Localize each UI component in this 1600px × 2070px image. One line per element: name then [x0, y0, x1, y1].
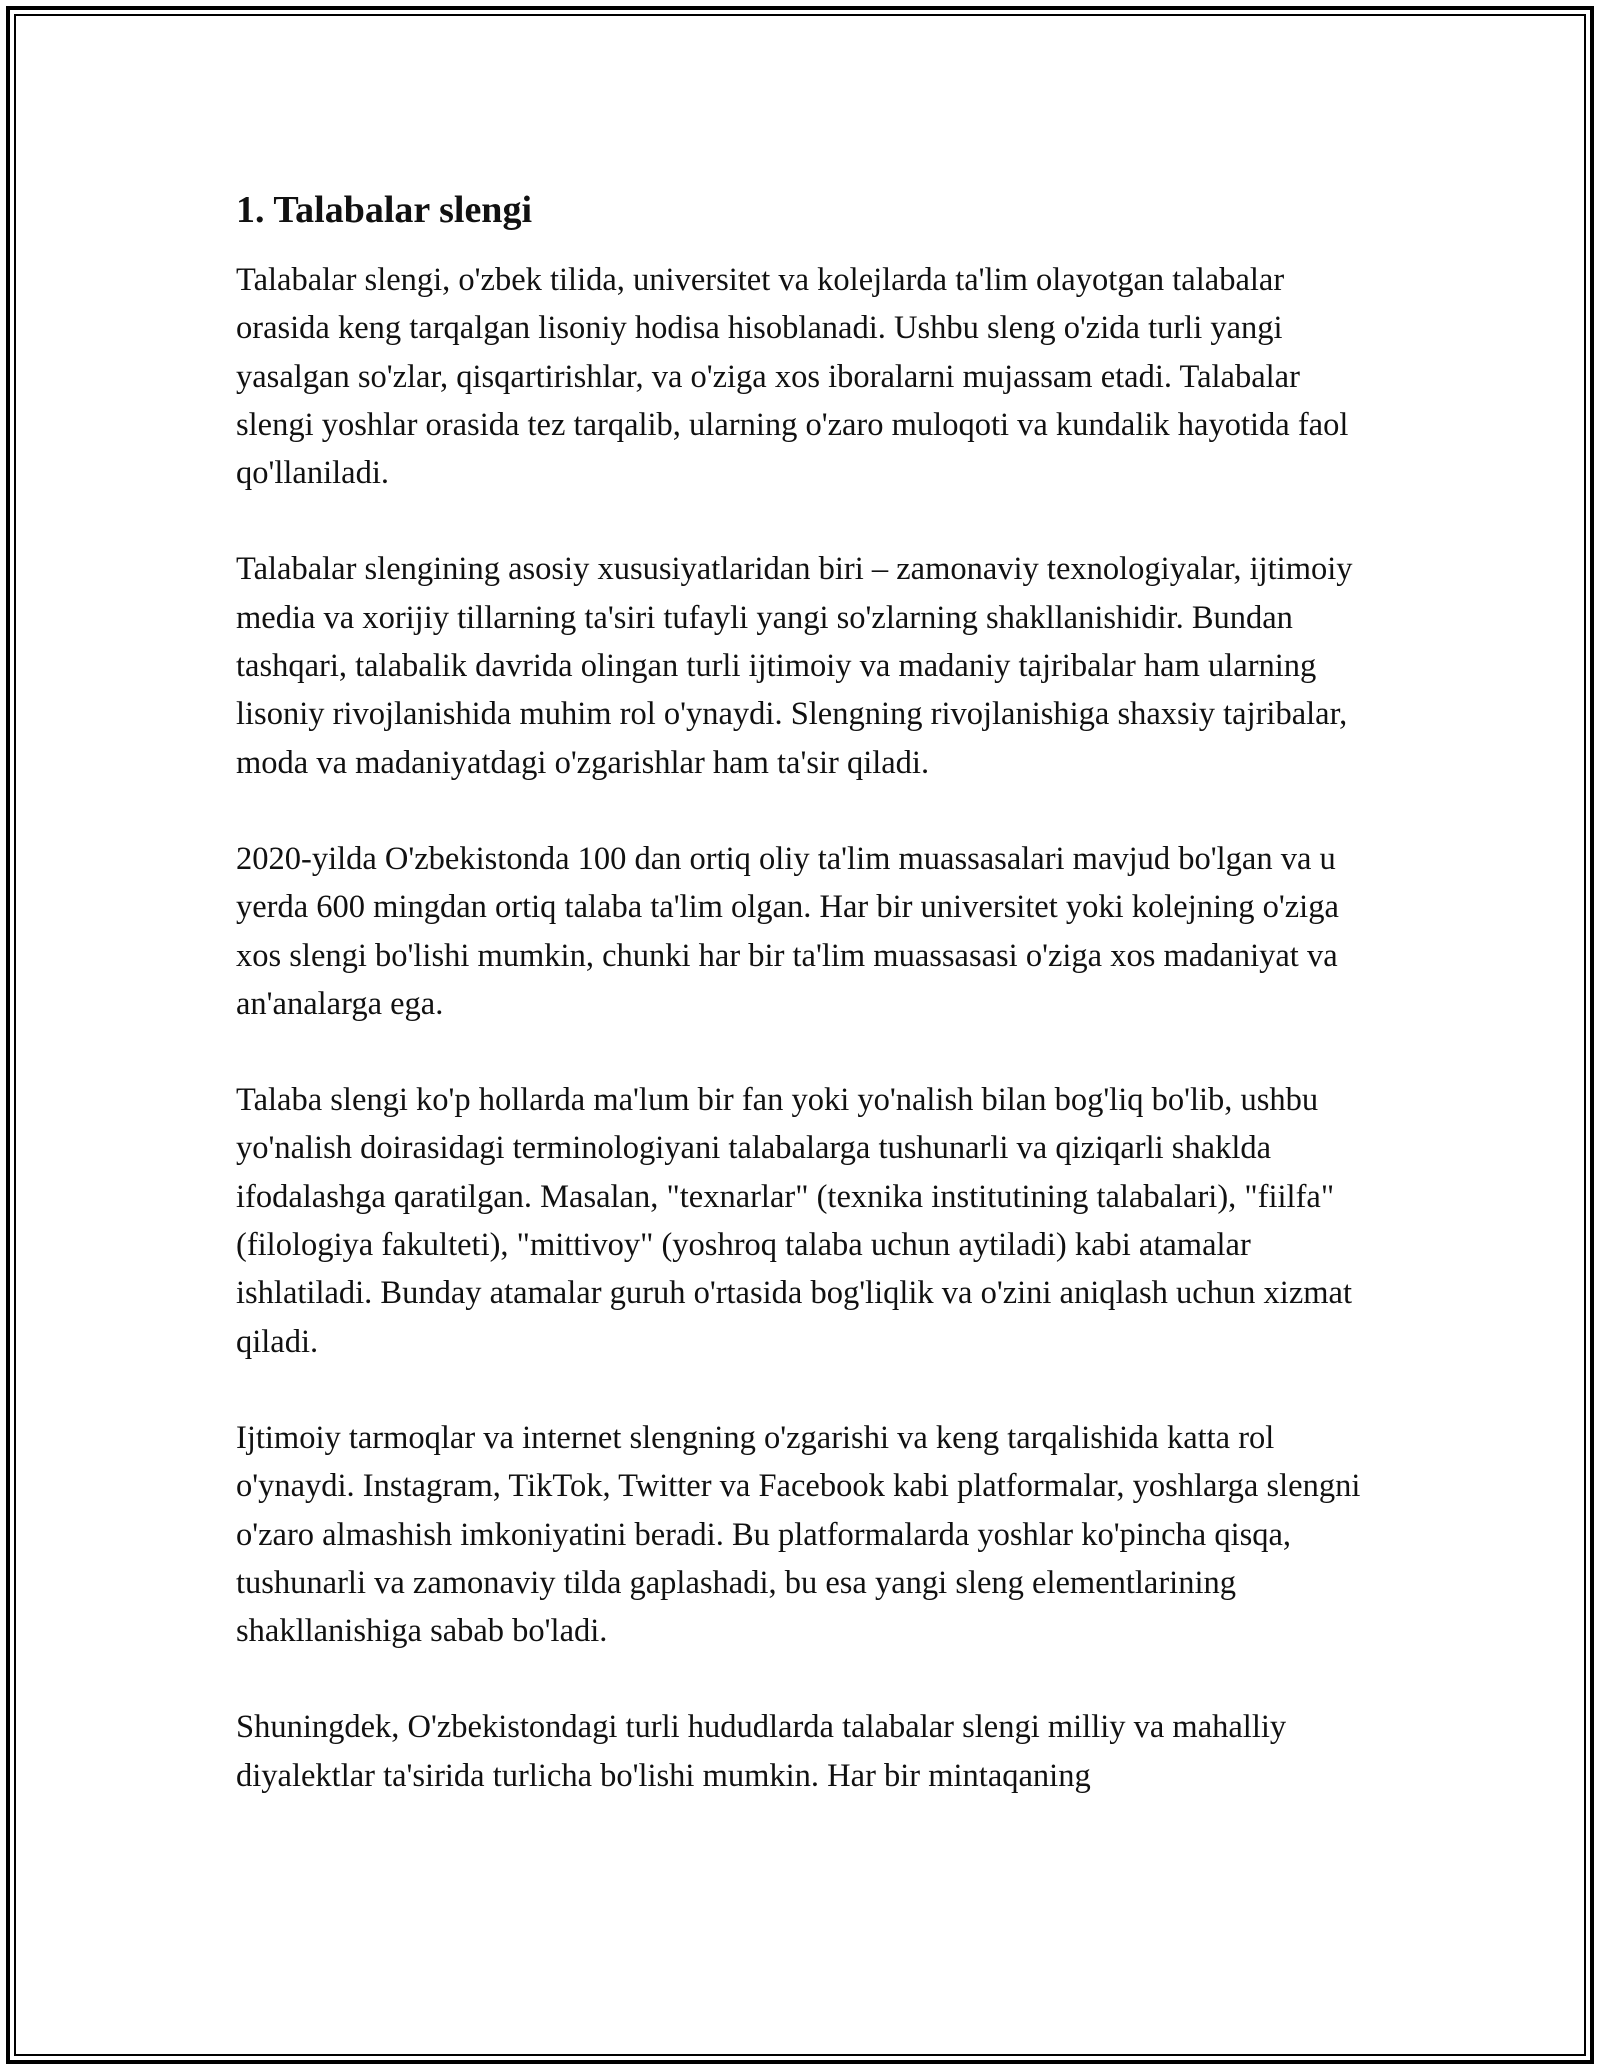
- section-heading: 1. Talabalar slengi: [236, 189, 533, 231]
- paragraph-3: 2020-yilda O'zbekistonda 100 dan ortiq oliy ta'lim muassasalari mavjud bo'lgan va u yerda 600 mingdan ortiq talaba ta'lim olgan. Har bir universitet yoki kolejning o'ziga xos slengi bo'lishi mumkin, chunki har bir ta'lim muassasasi o'ziga xos madaniyat va an'analarga ega.: [236, 840, 1339, 1022]
- document-body: [236, 186, 1366, 1848]
- paragraph-1: Talabalar slengi, o'zbek tilida, universitet va kolejlarda ta'lim olayotgan talabalar orasida keng tarqalgan lisoniy hodisa hisoblanadi. Ushbu sleng o'zida turli yangi yasalgan so'zlar, qisqartirishlar, va o'ziga xos iboralarni mujassam etadi. Talabalar slengi yoshlar orasida tez tarqalib, ularning o'zaro muloqoti va kundalik hayotida faol qo'llaniladi.: [236, 262, 1349, 492]
- paragraph-5: Ijtimoiy tarmoqlar va internet slengning o'zgarishi va keng tarqalishida katta rol o'ynaydi. Instagram, TikTok, Twitter va Facebook kabi platformalar, yoshlarga slengni o'zaro almashish imkoniyatini beradi. Bu platformalarda yoshlar ko'pincha qisqa, tushunarli va zamonaviy tilda gaplashadi, bu esa yangi sleng elementlarining shakllanishiga sabab bo'ladi.: [236, 1419, 1361, 1650]
- paragraph-4: Talaba slengi ko'p hollarda ma'lum bir fan yoki yo'nalish bilan bog'liq bo'lib, ushbu yo'nalish doirasidagi terminologiyani talabalarga tushunarli va qiziqarli shakldа ifodalashga qaratilgan. Masalan, "texnarlar" (texnika institutining talabalari), "fiilfa" (filologiya fakulteti), "mittivoy" (yoshroq talaba uchun aytiladi) kabi atamalar ishlatiladi. Bunday atamalar guruh o'rtasida bog'liqlik va o'zini aniqlash uchun xizmat qiladi.: [236, 1082, 1352, 1360]
- paragraph-6: Shuningdek, O'zbekistondagi turli hududlarda talabalar slengi milliy va mahalliy diyalektlar ta'sirida turlicha bo'lishi mumkin. Har bir mintaqaning: [236, 1709, 1287, 1794]
- paragraph-2: Talabalar slengining asosiy xususiyatlaridan biri – zamonaviy texnologiyalar, ijtimoiy media va xorijiy tillarning ta'siri tufayli yangi so'zlarning shakllanishidir. Bundan tashqari, talabalik davrida olingan turli ijtimoiy va madaniy tajribalar ham ularning lisoniy rivojlanishida muhim rol o'ynaydi. Slengning rivojlanishiga shaxsiy tajribalar, moda va madaniyatdagi o'zgarishlar ham ta'sir qiladi.: [236, 551, 1353, 781]
